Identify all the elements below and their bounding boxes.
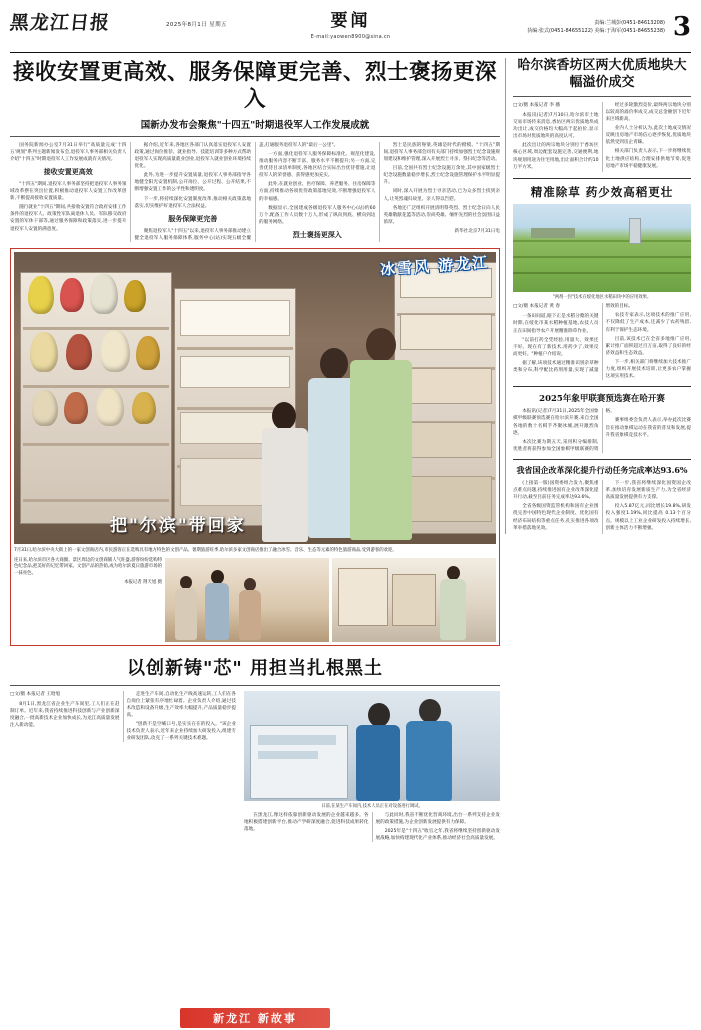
editor-credit-line2: 执编:张式(0451-84655122) 美编:于海军(0451-84655238): [527, 27, 665, 34]
divider: [513, 178, 691, 179]
matryoshka-doll: [66, 334, 92, 370]
story2-para: 2025年是"十四五"收官之年,我省将继续坚持创新驱动发展战略,加快构建现代化产业体系,推动经济社会高质量发展。: [375, 828, 500, 841]
right-story2-para: 目前,该技术已在全省多地推广应用,累计推广面积超过百万亩,取得了良好的经济效益和生态效益。: [605, 336, 691, 356]
right-story3-body: [513, 408, 691, 453]
story2-para: 在黑龙江,像这样依靠创新驱动发展的企业越来越多。各地积极搭建创新平台,推动产学研深度融合,促进科技成果转化落地。: [244, 812, 369, 832]
right-story-weeding: [513, 184, 691, 380]
lead-para: 数据显示,全国建成各级退役军人服务中心(站)约60万个,配备工作人员数十万人,形成了纵向到底、横向到边的服务网络。: [259, 205, 376, 225]
merchandise-box: [180, 356, 290, 388]
lead-para: 一方面,强化退役军人服务保障标准化、规范化建设,推动服务内容不断丰富、服务水平不断提升;另一方面,完善优待目录清单制度,各地区结合实际出台优待措施,让退役军人的荣誉感、获得感更加充实。: [259, 151, 376, 179]
story2-photo: [244, 691, 500, 801]
story2-para: 与此同时,我省不断优化营商环境,出台一系列支持企业发展的政策措施,为企业创新发展提供有力保障。: [375, 812, 500, 825]
lead-para: 据介绍,近年来,各地区各部门认真落实退役军人安置政策,通过岗位推荐、就业指导、技能培训等多种方式帮助退役军人实现高质量就业创业,退役军人就业创业环境持续优化。: [134, 142, 251, 170]
lead-para: 随行就业"十四五"期间,共接收安置符合政府安排工作条件的退役军人、政策性军队离退休人员、军队移交政府安置的军休干部等,通过服务保障和政策落实,进一步提升退役军人安置的满意度。: [10, 205, 127, 232]
right-story1-para: 经过多轮激烈竞价,最终两宗地块分别以较高的溢价率成交,成交总金额创下近年来区域新高。: [605, 102, 691, 122]
matryoshka-doll: [100, 330, 130, 372]
right-story2-photo: [513, 204, 691, 292]
right-story1-byline: □文/摄 本报记者 李 播: [513, 102, 561, 108]
right-story4-body: [513, 480, 691, 534]
feature-caption-left-text: 连日来,哈尔滨市区各大商圈、景区周边的文创商铺人气旺盛,游客纷纷选购特色纪念品,把美好的记忆带回家。文创产品的热销,成为哈尔滨夏日旅游市场的一抹亮色。: [14, 557, 162, 576]
merchandise-box: [400, 368, 492, 404]
newspaper-logo: 黑龙江日报: [8, 12, 112, 34]
lead-story: [10, 60, 500, 242]
lead-source: 新华社北京7月31日电: [454, 228, 500, 234]
right-story4-para: (上接第一版)国资委组合发力,聚焦重点难点问题,持续推进国有企业改革深化提升行动,截至目前任务完成率达93.6%。: [513, 481, 599, 501]
right-stat-text: 投入5.87亿元,同比增长19.8%,研发投入强度1.19%,同比提高 0.13个百分点。规模以上工业企业研发投入持续增长,创新主体活力不断增强。: [605, 504, 691, 531]
right-story2-body: [513, 303, 691, 380]
right-story4-para: 全省各级国资监管机构和国有企业围绕完善中国特色现代企业制度、优化国有经济布局结构等重点任务,扎实推进各项改革举措落地见效。: [513, 504, 599, 531]
right-story3-headline: 2025年象甲联赛预选赛在哈开赛: [539, 394, 665, 405]
right-story2-para: 一条田间道,眼下正是水稻分蘖的关键时期,在绥化市某水稻种植基地,农技人员正在田间指导农户开展精准除草作业。: [513, 314, 599, 334]
lead-para: "十四五"期间,退役军人事务部坚持把退役军人事务领域改革摆在突出位置,积极推动退役军人安置工作改革创新,不断提高接收安置质量。: [10, 181, 127, 202]
lead-body: [10, 142, 500, 242]
matryoshka-doll: [124, 280, 146, 312]
matryoshka-doll: [28, 276, 54, 314]
newspaper-page: [0, 6, 701, 1030]
footer-banner-label: 新龙江 新故事: [213, 1012, 297, 1025]
shopper-figure: [175, 576, 197, 640]
story2-layout: [10, 691, 500, 842]
feature-photo-block: [10, 248, 500, 646]
right-story1-para: 业内人士分析认为,此次土地成交情况反映出房地产市场信心逐步恢复,优质地块依然受到房企青睐。: [605, 126, 691, 146]
merchandise-box: [392, 574, 436, 626]
lead-para: 此外,在就业创业、医疗保障、养老服务、住房保障等方面,持续推动各项优待政策落地见效,不断增强退役军人的幸福感。: [259, 182, 376, 202]
divider: [513, 459, 691, 460]
right-zone: [505, 58, 691, 534]
right-story1-headline: 哈尔滨香坊区两大优质地块大幅溢价成交: [517, 58, 687, 90]
divider: [10, 136, 500, 137]
merchandise-box: [338, 568, 388, 626]
right-story2-para: 据了解,该项技术通过精准识别杂草种类和分布,科学配比药剂用量,实现了减量增效的目标。: [513, 304, 634, 374]
editor-credits: [527, 20, 665, 35]
feature-bottom-row: [14, 558, 496, 642]
merchandise-box: [400, 476, 492, 522]
story2-text-left: [10, 691, 236, 842]
story2-para: 8月1日,黑龙江省企业生产车间里,工人们正在赶制订单。近年来,我省持续推进科技创新与产业创新深度融合,一批高新技术企业加快成长,为龙江高质量发展注入新动能。: [10, 701, 120, 729]
right-story2-para: "以前打药全凭经验,用量大、效果还不好。现在有了新技术,用药少了,效果反而更好。"种植户介绍说。: [513, 337, 599, 357]
left-zone: [10, 58, 500, 842]
right-story1-para: 本报讯(记者)7月30日,哈尔滨市土地交易市场传来消息,香坊区两宗优质地块成功出让,成交价格均大幅高于起拍价,显示出市场对优质地块的高度认可。: [513, 112, 599, 140]
story2-byline: □文/摄 本报记者 王晗旭: [10, 691, 61, 697]
shopper-figure: [262, 402, 308, 542]
merchandise-box: [400, 314, 492, 350]
matryoshka-doll: [32, 390, 58, 426]
shopper-figure: [239, 578, 261, 640]
right-story1-body: [513, 102, 691, 172]
feature-banner-label: 冰雪风 游龙江: [379, 253, 490, 279]
lead-para: 目前,全国共有烈士纪念设施万余处,其中国家级烈士纪念设施数量稳步增长,烈士纪念设施管理保护水平明显提升。: [383, 166, 500, 186]
lead-byline: 国务院新闻办公室7月31日举行"高质量完成'十四五'规划"系列主题新闻发布会,退役军人事务部相关负责人介绍"十四五"时期退役军人工作发展成就有关情况。: [10, 142, 127, 162]
divider: [513, 96, 691, 97]
right-story2-headline: 精准除草 药少效高稻更壮: [530, 185, 674, 200]
matryoshka-doll: [132, 392, 156, 424]
right-story4-para: 下一步,我省将继续深化国资国企改革,加快培育发展新质生产力,为全省经济高质量发展提供有力支撑。: [605, 481, 691, 501]
matryoshka-doll: [96, 388, 124, 426]
matryoshka-doll: [60, 278, 84, 312]
divider: [513, 386, 691, 387]
feature-photo-3: [332, 558, 496, 642]
story2-right: [244, 691, 500, 842]
lead-para: 聚焦退役军人"十四五"以来,退役军人事务部推动建立健全退役军人服务保障体系,服务中心(站)实现五级全覆盖,打通服务退役军人的"最后一公里"。: [134, 142, 339, 241]
shopper-figure: [440, 566, 466, 640]
divider: [10, 685, 500, 686]
feature-main-photo: [14, 252, 496, 544]
lead-section-title-0: 接收安置更高效: [43, 167, 93, 177]
merchandise-box: [400, 422, 492, 458]
feature-caption-main: 7月31日,哈尔滨中央大街上的一家文创商店内,市民游客正在选购具有地方特色的文创产品。暑期旅游旺季,哈尔滨多家文创商店推出了融合冰雪、音乐、生态等元素的特色旅游商品,受到游客的欢迎。: [14, 547, 397, 553]
editor-credit-line1: 责编:兰城彭(0451-84613208): [594, 20, 665, 26]
feature-credit: 本报记者 荆天旭 摄: [124, 580, 162, 586]
feature-caption-left: [14, 558, 162, 642]
matryoshka-doll: [30, 332, 58, 372]
right-story-soe-reform: [513, 465, 691, 534]
right-story-chess: [513, 392, 691, 453]
lead-headline: 接收安置更高效、服务保障更完善、烈士褒扬更深入: [12, 60, 497, 112]
lead-para: 各地还广泛组织开展清明祭英烈、烈士纪念日向人民英雄敬献花篮等活动,崇尚英雄、缅怀先烈的社会氛围日益浓厚。: [383, 205, 500, 225]
right-story1-para: 相关部门负责人表示,下一步将继续优化土地供应结构,合理安排供地节奏,促进房地产市场平稳健康发展。: [605, 149, 691, 169]
merchandise-box: [180, 300, 290, 336]
water-tower-icon: [629, 218, 641, 244]
matryoshka-doll: [64, 392, 88, 424]
worker-figure: [406, 699, 452, 801]
worker-figure: [356, 703, 400, 801]
lead-para: 此外,为进一步提升安置质量,退役军人事务部指导各地健全阳光安置机制,公开岗位、公开过程、公开结果,不断增强安置工作的公平性和透明度。: [134, 173, 251, 193]
shopper-figure: [205, 570, 229, 640]
right-story1-para: 此次出让的两宗地块分别位于香坊区核心区域,周边配套设施完善,交通便利,地块规划用途为住宅用地,出让面积合计约10万平方米。: [513, 143, 599, 170]
masthead: [10, 6, 691, 53]
feature-photo-2: [165, 558, 329, 642]
story2-para: 走进生产车间,自动化生产线高速运转,工人们在各自岗位上紧张有序地忙碌着。企业负责人介绍,通过技术改造和设备升级,生产效率大幅提升,产品质量稳步提高。: [126, 691, 236, 718]
section-email: E-mail:yaowen8900@sina.cn: [310, 34, 391, 40]
lead-subhead: 国新办发布会聚焦"十四五"时期退役军人工作发展成就: [140, 119, 370, 131]
lead-para: 烈士是民族的脊梁,英雄是时代的楷模。"十四五"期间,退役军人事务部会同有关部门持续加强烈士纪念设施规划建设和维护管理,深入开展烈士寻亲、祭扫纪念等活动。: [383, 142, 500, 162]
story-innovation: [10, 654, 500, 842]
story2-body-left: [10, 691, 236, 743]
publication-date: 2025年8月1日 星期五: [166, 22, 227, 28]
shopper-figure: [350, 328, 412, 540]
right-story2-photo-caption: "两剂一封"技术在绥化地区水稻田块中的应用效果。: [552, 295, 652, 301]
matryoshka-doll: [90, 274, 118, 314]
lead-section-title-2: 烈士褒扬更深入: [292, 229, 342, 239]
story2-headline: 以创新铸"芯" 用担当扎根黑土: [126, 657, 384, 679]
lead-para: 同时,深入开展为烈士寻亲活动,已为众多烈士找到亲人,让英烈魂归故里、亲人得以告慰。: [383, 189, 500, 202]
right-story3-para: 本报讯(记者)7月31日,2025年全国象棋甲级联赛预选赛在哈尔滨开赛,来自全国各地的数十名棋手齐聚冰城,展开激烈角逐。: [513, 409, 599, 436]
story2-para: "创新不是空喊口号,是实实在在的投入。"该企业技术负责人表示,近年来企业持续加大研发投入,组建专业研发团队,攻克了一系列关键技术难题。: [126, 722, 236, 742]
section-title: 要闻: [330, 11, 371, 31]
right-story2-para: 下一步,相关部门将继续加大技术推广力度,组织开展技术培训,让更多农户掌握这项实用技术。: [605, 360, 691, 380]
right-story3-para: 赛事组委会负责人表示,举办此次比赛旨在推动象棋运动在我省的普及和发展,提升我省象棋竞技水平。: [605, 418, 691, 438]
right-story4-headline: 我省国企改革深化提升行动任务完成率达93.6%: [516, 465, 688, 476]
right-story-land-auction: [513, 58, 691, 172]
tree-line: [531, 228, 575, 238]
page-number: 3: [672, 12, 691, 42]
page-body: [10, 58, 691, 1018]
story2-body-right: [244, 812, 500, 842]
lead-section-title-1: 服务保障更完善: [168, 213, 218, 223]
footer-banner: [180, 1008, 330, 1028]
story2-photo-caption: 日前,在某生产车间内,技术人员正在对设备进行调试。: [321, 803, 423, 809]
feature-photo-tag: 把"尔滨"带回家: [110, 515, 246, 536]
right-story2-byline: □文/摄 本报记者 黄 春: [513, 304, 561, 310]
matryoshka-doll: [136, 336, 160, 370]
lead-para: 下一步,将持续深化安置制度改革,推动相关政策落地落实,切实维护好退役军人合法权益。: [134, 196, 251, 209]
right-story3-para: 本次比赛为期五天,采用积分编排制,优胜者将获得参加全国象棋甲级联赛的资格。: [513, 409, 615, 452]
right-story2-para: 农技专家表示,这项技术的推广应用,不仅降低了生产成本,还减少了农药残留,有利于保护生态环境。: [605, 313, 691, 333]
